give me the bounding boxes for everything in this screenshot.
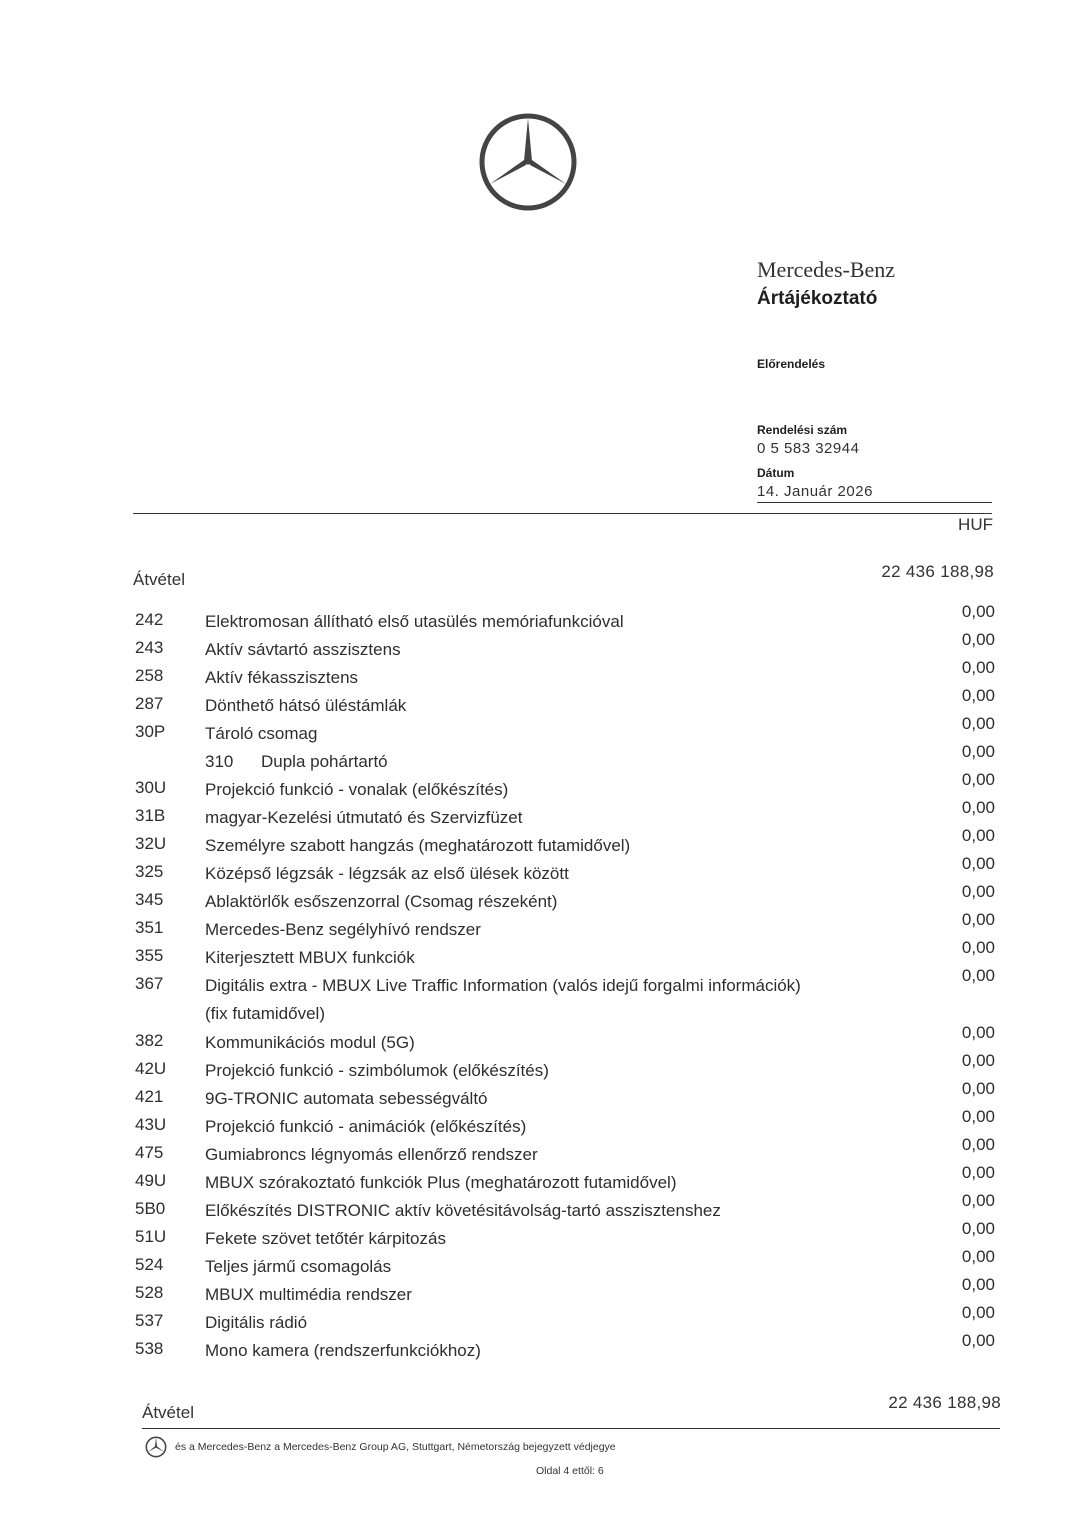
option-row	[133, 604, 1003, 632]
option-price: 0,00	[961, 1135, 995, 1154]
option-row	[133, 744, 1003, 772]
option-row	[133, 772, 1003, 800]
option-row	[133, 828, 1003, 856]
option-description-text: Személyre szabott hangzás (meghatározott futamidővel)	[205, 836, 631, 855]
trademark-text: és a Mercedes-Benz a Mercedes-Benz Group AG, Stuttgart, Németország bejegyzett védjegye	[175, 1441, 616, 1453]
option-row	[133, 1221, 1003, 1249]
option-code: 31B	[135, 806, 166, 825]
option-description-text: MBUX szórakoztató funkciók Plus (meghatározott futamidővel)	[205, 1173, 677, 1192]
option-description-text: Gumiabroncs légnyomás ellenőrző rendszer	[205, 1145, 538, 1164]
option-price: 0,00	[961, 602, 995, 621]
option-code: 287	[135, 694, 164, 713]
option-description	[205, 1337, 895, 1365]
option-row	[133, 800, 1003, 828]
mercedes-star-icon	[145, 1436, 167, 1458]
option-code: 475	[135, 1143, 164, 1162]
option-row	[133, 912, 1003, 940]
option-row	[133, 1333, 1003, 1361]
carry-over-bottom-label: Átvétel	[142, 1403, 194, 1422]
option-code: 537	[135, 1311, 164, 1330]
carry-over-top-label: Átvétel	[133, 570, 185, 589]
option-price: 0,00	[961, 826, 995, 845]
option-code: 32U	[135, 834, 167, 853]
order-date: 14. Január 2026	[757, 483, 873, 500]
brand-name: Mercedes-Benz	[757, 257, 896, 282]
option-description-text: Előkészítés DISTRONIC aktív követésitávolság-tartó asszisztenshez	[205, 1201, 721, 1220]
option-list	[133, 604, 1003, 1361]
option-code: 367	[135, 974, 164, 993]
option-code: 243	[135, 638, 164, 657]
option-description-text: Digitális extra - MBUX Live Traffic Information (valós idejű forgalmi információk)	[205, 976, 801, 995]
option-row	[133, 1193, 1003, 1221]
option-price: 0,00	[961, 938, 995, 957]
option-code: 355	[135, 946, 164, 965]
footer-divider	[142, 1428, 1000, 1429]
option-description-text: Dönthető hátsó üléstámlák	[205, 696, 407, 715]
option-code: 49U	[135, 1171, 167, 1190]
option-price: 0,00	[961, 658, 995, 677]
option-price: 0,00	[961, 1191, 995, 1210]
date-underline	[757, 502, 992, 503]
option-code: 30P	[135, 722, 166, 741]
option-code: 325	[135, 862, 164, 881]
option-row	[133, 716, 1003, 744]
carry-over-bottom-value: 22 436 188,98	[888, 1393, 1001, 1412]
option-code: 528	[135, 1283, 164, 1302]
option-description-text: Elektromosan állítható első utasülés memóriafunkcióval	[205, 612, 624, 631]
option-row	[133, 1081, 1003, 1109]
option-description-text: Teljes jármű csomagolás	[205, 1257, 392, 1276]
option-description-text: Aktív fékasszisztens	[205, 668, 359, 687]
option-code: 524	[135, 1255, 164, 1274]
option-description-text: Kiterjesztett MBUX funkciók	[205, 948, 415, 967]
order-number-label: Rendelési szám	[757, 423, 848, 437]
option-price: 0,00	[961, 742, 995, 761]
preorder-label: Előrendelés	[757, 357, 826, 371]
option-row	[133, 632, 1003, 660]
option-description-text: MBUX multimédia rendszer	[205, 1285, 412, 1304]
option-price: 0,00	[961, 1275, 995, 1294]
option-row	[133, 884, 1003, 912]
order-number: 0 5 583 32944	[757, 440, 860, 457]
option-price: 0,00	[961, 910, 995, 929]
option-description-text: Mono kamera (rendszerfunkciókhoz)	[205, 1341, 481, 1360]
option-description	[205, 972, 895, 1028]
option-price: 0,00	[961, 882, 995, 901]
option-code: 345	[135, 890, 164, 909]
option-row	[133, 1305, 1003, 1333]
option-row	[133, 1025, 1003, 1053]
option-description-text: 9G-TRONIC automata sebességváltó	[205, 1089, 488, 1108]
option-price: 0,00	[961, 1247, 995, 1266]
option-description-text: Ablaktörlők esőszenzorral (Csomag részeként)	[205, 892, 558, 911]
option-row	[133, 1053, 1003, 1081]
mercedes-star-logo	[478, 112, 578, 212]
option-description-text: Digitális rádió	[205, 1313, 308, 1332]
option-row	[133, 1249, 1003, 1277]
option-code: 242	[135, 610, 164, 629]
option-row	[133, 1137, 1003, 1165]
option-code: 43U	[135, 1115, 167, 1134]
option-description-text: Dupla pohártartó	[261, 752, 388, 771]
document-title: Ártájékoztató	[757, 288, 878, 309]
option-price: 0,00	[961, 798, 995, 817]
option-description-text: Projekció funkció - animációk (előkészítés)	[205, 1117, 527, 1136]
option-description-text: Fekete szövet tetőtér kárpitozás	[205, 1229, 446, 1248]
option-row	[133, 660, 1003, 688]
option-price: 0,00	[961, 854, 995, 873]
option-price: 0,00	[961, 1023, 995, 1042]
carry-over-top-value: 22 436 188,98	[881, 562, 994, 581]
option-code: 51U	[135, 1227, 167, 1246]
option-code: 5B0	[135, 1199, 166, 1218]
option-code: 351	[135, 918, 164, 937]
option-price: 0,00	[961, 1107, 995, 1126]
option-code: 421	[135, 1087, 164, 1106]
option-description-text: Aktív sávtartó asszisztens	[205, 640, 401, 659]
option-row	[133, 968, 1003, 1025]
option-row	[133, 1165, 1003, 1193]
currency-label: HUF	[958, 515, 993, 534]
option-row	[133, 1277, 1003, 1305]
trademark-note	[145, 1436, 616, 1458]
option-description-text: Projekció funkció - szimbólumok (előkészítés)	[205, 1061, 549, 1080]
option-description-text: Mercedes-Benz segélyhívó rendszer	[205, 920, 481, 939]
option-code: 30U	[135, 778, 167, 797]
option-sub-code: 310	[205, 752, 234, 771]
option-price: 0,00	[961, 630, 995, 649]
option-price: 0,00	[961, 966, 995, 985]
option-description-text: Kommunikációs modul (5G)	[205, 1033, 415, 1052]
option-row	[133, 856, 1003, 884]
date-label: Dátum	[757, 466, 795, 480]
option-description-text: Projekció funkció - vonalak (előkészítés)	[205, 780, 509, 799]
option-code: 538	[135, 1339, 164, 1358]
option-row	[133, 1109, 1003, 1137]
option-description-text: magyar-Kezelési útmutató és Szervizfüzet	[205, 808, 523, 827]
header-divider	[133, 513, 992, 514]
option-price: 0,00	[961, 1303, 995, 1322]
option-price: 0,00	[961, 1331, 995, 1350]
option-price: 0,00	[961, 686, 995, 705]
option-price: 0,00	[961, 1051, 995, 1070]
page-indicator: Oldal 4 ettől: 6	[536, 1465, 604, 1477]
option-code: 42U	[135, 1059, 167, 1078]
option-code: 382	[135, 1031, 164, 1050]
option-description-text: Középső légzsák - légzsák az első ülések között	[205, 864, 569, 883]
option-code: 258	[135, 666, 164, 685]
option-description-text: Tároló csomag	[205, 724, 318, 743]
option-price: 0,00	[961, 1163, 995, 1182]
option-price: 0,00	[961, 714, 995, 733]
option-description-continued: (fix futamidővel)	[205, 1004, 325, 1023]
option-price: 0,00	[961, 1079, 995, 1098]
option-row	[133, 688, 1003, 716]
option-row	[133, 940, 1003, 968]
option-price: 0,00	[961, 770, 995, 789]
option-price: 0,00	[961, 1219, 995, 1238]
